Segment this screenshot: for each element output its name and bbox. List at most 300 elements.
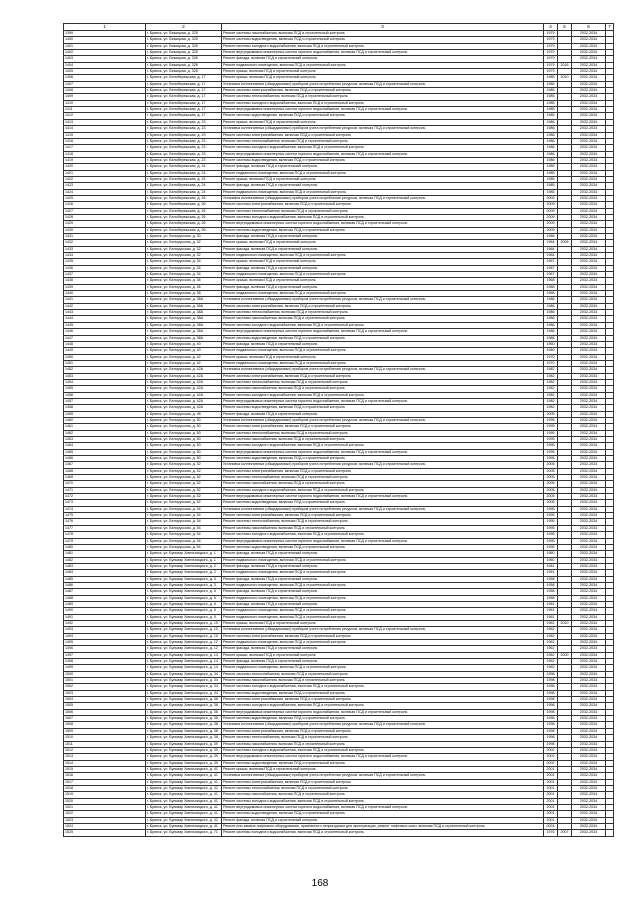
table-cell: г. Брянск, ул. Бульвар Хмельницкого, д. 14	[146, 665, 222, 671]
table-cell: Ремонт внутридомовых инженерных систем горячего водоснабжения, включая ПСД и строительный контроль	[222, 50, 544, 56]
table-cell: г. Брянск, ул. Белобережская, д. 17	[146, 107, 222, 113]
table-cell: 1480	[64, 544, 146, 550]
table-cell: г. Брянск, ул. Бульвар Хмельницкого, д. 10	[146, 620, 222, 626]
table-cell: 2009	[544, 195, 558, 201]
table-cell: г. Брянск, ул. Бульвар Хмельницкого, д. 41	[146, 766, 222, 772]
table-cell: Ремонт системы газоснабжения, включая ПСД и строительный контроль	[222, 481, 544, 487]
table-cell: Ремонт системы холодного водоснабжения, включая ПСД и строительный контроль	[222, 443, 544, 449]
table-cell: Ремонт внутридомовых инженерных систем горячего водоснабжения, включая ПСД и строительный контроль	[222, 754, 544, 760]
table-cell: 2032-2034	[572, 69, 606, 75]
table-cell: 1961	[544, 614, 558, 620]
table-cell: 1485	[64, 576, 146, 582]
table-cell: г. Брянск, ул. Белорусская, д. 54	[146, 532, 222, 538]
table-cell: 2009	[544, 221, 558, 227]
table-cell: 2032-2034	[572, 348, 606, 354]
table-cell: 1515	[64, 766, 146, 772]
table-cell: г. Брянск, ул. Белорусская, д. 38А	[146, 310, 222, 316]
table-cell: г. Брянск, ул. Бульвар Хмельницкого, д. 1	[146, 551, 222, 557]
table-cell: 1454	[64, 379, 146, 385]
table-cell: 1979	[544, 62, 558, 68]
table-cell: Ремонт крыши, включая ПСД и строительный контроль	[222, 278, 544, 284]
table-cell: 1442	[64, 303, 146, 309]
table-cell: 1475	[64, 513, 146, 519]
table-cell: 1998	[544, 735, 558, 741]
table-cell: Ремонт внутридомовых инженерных систем горячего водоснабжения, включая ПСД и строительный контроль	[222, 151, 544, 157]
table-cell: г. Брянск, ул. Бульвар Хмельницкого, д. 41	[146, 798, 222, 804]
table-cell: 1414	[64, 126, 146, 132]
table-cell: Ремонт подвального помещения, включая ПСД и строительный контроль	[222, 62, 544, 68]
table-cell: Ремонт системы газоснабжения, включая ПСД и строительный контроль	[222, 525, 544, 531]
table-cell: Ремонт системы теплоснабжения, включая ПСД и строительный контроль	[222, 671, 544, 677]
table-cell: 1960	[544, 341, 558, 347]
table-cell: 1468	[64, 468, 146, 474]
table-cell: 1960	[544, 551, 558, 557]
table-cell: г. Брянск, ул. Бульвар Хмельницкого, д. 38	[146, 735, 222, 741]
table-cell: Ремонт системы теплоснабжения, включая ПСД и строительный контроль	[222, 208, 544, 214]
table-cell: 1492	[64, 620, 146, 626]
table-cell: 1524	[64, 823, 146, 829]
table-cell: 1962	[544, 646, 558, 652]
table-cell: г. Брянск, ул. Белорусская, д. 48	[146, 411, 222, 417]
table-cell: Ремонт системы газоснабжения, включая ПСД и строительный контроль	[222, 792, 544, 798]
table-cell: г. Брянск, ул. Бульвар Хмельницкого, д. 14	[146, 659, 222, 665]
table-cell: г. Брянск, ул. Белобережская, д. 23	[146, 151, 222, 157]
table-cell: г. Брянск, ул. Бульвар Хмельницкого, д. 41	[146, 823, 222, 829]
table-cell: Ремонт фасада, включая ПСД и строительный контроль	[222, 56, 544, 62]
table-cell: 2032-2034	[572, 354, 606, 360]
table-cell: г. Брянск, ул. Бульвар Хмельницкого, д. 6	[146, 601, 222, 607]
table-cell: Ремонт системы холодного водоснабжения, включая ПСД и строительный контроль	[222, 798, 544, 804]
table-cell: 2002	[544, 747, 558, 753]
table-cell: 1982	[544, 405, 558, 411]
table-cell: 2032-2034	[572, 81, 606, 87]
table-cell: 2032-2034	[572, 379, 606, 385]
table-cell: 1427	[64, 208, 146, 214]
table-cell: 1401	[64, 43, 146, 49]
table-cell: Ремонт системы теплоснабжения, включая ПСД и строительный контроль	[222, 310, 544, 316]
table-cell: 1472	[64, 494, 146, 500]
table-cell: г. Брянск, ул. Белорусская, д. 38А	[146, 316, 222, 322]
table-cell: 1504	[64, 697, 146, 703]
table-cell: г. Брянск, ул. Бульвар Хмельницкого, д. 5	[146, 595, 222, 601]
table-cell: г. Брянск, ул. Бульвар Хмельницкого, д. 41	[146, 817, 222, 823]
table-cell: 2032-2034	[572, 513, 606, 519]
table-cell: 1986	[544, 157, 558, 163]
table-cell: 2032-2034	[572, 208, 606, 214]
table-cell: 2032-2034	[572, 817, 606, 823]
table-cell: Ремонт фасада, включая ПСД и строительный контроль	[222, 646, 544, 652]
table-cell: г. Брянск, ул. Белорусская, д. 40	[146, 348, 222, 354]
table-cell: Установка коллективных (общедомовых) приборов учета потребления ресурсов, включая ПСД и строительный контроль	[222, 126, 544, 132]
table-cell: Ремонт внутридомовых инженерных систем горячего водоснабжения, включая ПСД и строительный контроль	[222, 329, 544, 335]
table-cell: 2032-2034	[572, 132, 606, 138]
table-cell: 2032-2034	[572, 646, 606, 652]
table-cell: г. Брянск, ул. Бульвар Хмельницкого, д. 3	[146, 582, 222, 588]
table-cell: Ремонт фасада, включая ПСД и строительный контроль	[222, 817, 544, 823]
table-cell: 1967	[544, 272, 558, 278]
table-cell: Ремонт фасада, включая ПСД и строительный контроль	[222, 601, 544, 607]
table-cell: 1995	[544, 417, 558, 423]
table-cell: г. Брянск, ул. Белорусская, д. 54	[146, 538, 222, 544]
table-cell: 1961	[544, 570, 558, 576]
table-cell: Ремонт системы водоотведения, включая ПСД и строительный контроль	[222, 227, 544, 233]
table-cell: г. Брянск, ул. Белобережская, д. 17	[146, 88, 222, 94]
table-cell: 2032-2034	[572, 94, 606, 100]
table-cell: г. Брянск, ул. Бульвар Хмельницкого, д. 34	[146, 684, 222, 690]
table-cell: 1499	[64, 665, 146, 671]
table-cell: 1995	[544, 456, 558, 462]
table-cell: 1995	[544, 437, 558, 443]
table-cell: 1985	[544, 81, 558, 87]
table-cell: 1967	[544, 259, 558, 265]
table-cell: 1438	[64, 278, 146, 284]
table-cell: 2005	[544, 468, 558, 474]
table-cell: г. Брянск, ул. Бульвар Хмельницкого, д. 36	[146, 697, 222, 703]
table-cell: 1440	[64, 291, 146, 297]
table-cell: 2032-2034	[572, 297, 606, 303]
table-cell: Ремонт фасада, включая ПСД и строительный контроль	[222, 589, 544, 595]
table-cell: 1986	[544, 310, 558, 316]
table-cell: 2010	[558, 620, 572, 626]
table-cell: 2032-2034	[572, 329, 606, 335]
table-cell: 1461	[64, 424, 146, 430]
table-cell: г. Брянск, ул. Белобережская, д. 17	[146, 75, 222, 81]
table-cell: 1465	[64, 449, 146, 455]
table-cell: г. Брянск, ул. Белорусская, д. 32	[146, 253, 222, 259]
table-cell: 2032-2034	[572, 405, 606, 411]
table-cell: 1466	[64, 456, 146, 462]
table-cell: Установка коллективных (общедомовых) приборов учета потребления ресурсов, включая ПСД и строительный контроль	[222, 506, 544, 512]
table-cell: 1982	[544, 379, 558, 385]
table-cell: 2005	[544, 481, 558, 487]
table-cell: Ремонт фасада, включая ПСД и строительный контроль	[222, 265, 544, 271]
table-cell: 2032-2034	[572, 671, 606, 677]
table-cell: г. Брянск, ул. Белорусская, д. 38А	[146, 297, 222, 303]
table-cell: Ремонт системы холодного водоснабжения, включая ПСД и строительный контроль	[222, 392, 544, 398]
table-cell: 1412	[64, 113, 146, 119]
table-cell: Ремонт системы водоотведения, включая ПСД и строительный контроль	[222, 760, 544, 766]
table-cell: 2005	[544, 411, 558, 417]
table-cell: 2032-2034	[572, 234, 606, 240]
table-cell: г. Брянск, ул. Белорусская, д. 36	[146, 278, 222, 284]
table-cell: г. Брянск, ул. Бежицкая, д. 325	[146, 50, 222, 56]
table-cell: г. Брянск, ул. Бежицкая, д. 325	[146, 37, 222, 43]
table-cell: 1970	[544, 360, 558, 366]
table-cell: 1477	[64, 525, 146, 531]
table-cell: 1462	[64, 430, 146, 436]
table-cell: 1512	[64, 747, 146, 753]
table-cell: г. Брянск, ул. Белорусская, д. 42	[146, 354, 222, 360]
table-cell: 1995	[544, 544, 558, 550]
table-cell: 1986	[544, 322, 558, 328]
table-cell: г. Брянск, ул. Белорусская, д. 34	[146, 265, 222, 271]
table-cell: 1459	[64, 411, 146, 417]
table-cell: 1979	[544, 43, 558, 49]
table-cell: 2032-2034	[572, 456, 606, 462]
table-cell: Ремонт системы газоснабжения, включая ПСД и строительный контроль	[222, 437, 544, 443]
table-cell: 1458	[64, 405, 146, 411]
table-cell: г. Брянск, ул. Белорусская, д. 34	[146, 259, 222, 265]
table-cell: 2001	[544, 823, 558, 829]
table-cell: г. Брянск, ул. Белорусская, д. 32	[146, 246, 222, 252]
table-cell: г. Брянск, ул. Белобережская, д. 26	[146, 221, 222, 227]
table-cell: 1960	[544, 557, 558, 563]
table-cell: 1962	[544, 640, 558, 646]
table-cell: Ремонт фасада, включая ПСД и строительный контроль	[222, 411, 544, 417]
table-cell: 2032-2034	[572, 373, 606, 379]
table-cell: Ремонт подвального помещения, включая ПСД и строительный контроль	[222, 291, 544, 297]
table-cell: 2001	[544, 811, 558, 817]
table-cell: 2032-2034	[572, 417, 606, 423]
table-cell: Ремонт подвального помещения, включая ПСД и строительный контроль	[222, 253, 544, 259]
table-cell: Ремонт системы электроснабжения, включая ПСД и строительный контроль	[222, 424, 544, 430]
table-cell: 2009	[544, 202, 558, 208]
table-cell: 1451	[64, 360, 146, 366]
table-cell: 2032-2034	[572, 157, 606, 163]
table-cell: Ремонт системы холодного водоснабжения, включая ПСД и строительный контроль	[222, 703, 544, 709]
table-cell: 1482	[64, 557, 146, 563]
table-cell: 1445	[64, 322, 146, 328]
table-cell: г. Брянск, ул. Белобережская, д. 23	[146, 138, 222, 144]
table-cell: 2007	[558, 830, 572, 836]
table-cell: 2032-2034	[572, 62, 606, 68]
table-cell: 1502	[64, 684, 146, 690]
table-cell: 1403	[64, 56, 146, 62]
table-cell: 1405	[64, 69, 146, 75]
table-cell: 2032-2034	[572, 398, 606, 404]
table-cell: 1995	[544, 513, 558, 519]
table-cell: Ремонт системы холодного водоснабжения, включая ПСД и строительный контроль	[222, 145, 544, 151]
table-cell: 1447	[64, 335, 146, 341]
table-cell: 1986	[544, 138, 558, 144]
table-cell: Ремонт системы газоснабжения, включая ПСД и строительный контроль	[222, 31, 544, 37]
table-cell: г. Брянск, ул. Белобережская, д. 26	[146, 214, 222, 220]
table-cell: 1409	[64, 94, 146, 100]
table-cell: Ремонт фасада, включая ПСД и строительный контроль	[222, 551, 544, 557]
table-cell: 1406	[64, 75, 146, 81]
table-cell: Ремонт фасада, включая ПСД и строительный контроль	[222, 234, 544, 240]
table-cell: 2032-2034	[572, 246, 606, 252]
table-cell: 1518	[64, 785, 146, 791]
table-cell: 1979	[544, 50, 558, 56]
table-cell: г. Брянск, ул. Белорусская, д. 40	[146, 341, 222, 347]
table-cell: 1479	[64, 538, 146, 544]
table-cell: 2032-2034	[572, 741, 606, 747]
table-cell: 2005	[544, 494, 558, 500]
table-cell: Установка коллективных (общедомовых) приборов учета потребления ресурсов, включая ПСД и строительный контроль	[222, 462, 544, 468]
table-cell: 2016	[558, 62, 572, 68]
table-cell: 2032-2034	[572, 760, 606, 766]
table-cell: 2002	[544, 760, 558, 766]
table-cell: 1995	[544, 538, 558, 544]
table-cell: г. Брянск, ул. Белобережская, д. 24	[146, 164, 222, 170]
table-cell: 1418	[64, 151, 146, 157]
table-cell: г. Брянск, ул. Бульвар Хмельницкого, д. 3	[146, 576, 222, 582]
table-cell: 2032-2034	[572, 766, 606, 772]
table-cell: Ремонт системы водоотведения, включая ПСД и строительный контроль	[222, 690, 544, 696]
page-number: 168	[311, 878, 329, 889]
table-cell: 1964	[544, 246, 558, 252]
table-cell: Ремонт системы холодного водоснабжения, включая ПСД и строительный контроль	[222, 684, 544, 690]
table-cell: 1962	[544, 620, 558, 626]
table-cell: Ремонт системы холодного водоснабжения, включая ПСД и строительный контроль	[222, 322, 544, 328]
table-cell: Ремонт системы водоотведения, включая ПСД и строительный контроль	[222, 544, 544, 550]
document-sheet	[63, 23, 613, 837]
table-cell: 1507	[64, 716, 146, 722]
table-cell: 1410	[64, 100, 146, 106]
table-cell: 1995	[544, 506, 558, 512]
table-cell: 2032-2034	[572, 595, 606, 601]
table-cell: 1484	[64, 570, 146, 576]
table-cell: 1982	[544, 373, 558, 379]
table-cell: Ремонт системы теплоснабжения, включая ПСД и строительный контроль	[222, 138, 544, 144]
table-cell: Ремонт фасада, включая ПСД и строительный контроль	[222, 341, 544, 347]
table-cell: 2032-2034	[572, 75, 606, 81]
table-cell: 1968	[544, 234, 558, 240]
table-cell: 2032-2034	[572, 773, 606, 779]
table-cell: 2001	[544, 817, 558, 823]
header-cell: 1	[64, 24, 146, 31]
table-cell: г. Брянск, ул. Белорусская, д. 36	[146, 284, 222, 290]
table-cell: Ремонт системы водоотведения, включая ПСД и строительный контроль	[222, 157, 544, 163]
table-cell: 1958	[544, 595, 558, 601]
table-cell: 1411	[64, 107, 146, 113]
table-cell: 1979	[544, 31, 558, 37]
table-cell: 1449	[64, 348, 146, 354]
table-cell: 2032-2034	[572, 468, 606, 474]
table-cell: г. Брянск, ул. Белорусская, д. 52	[146, 500, 222, 506]
table-cell: 2032-2034	[572, 804, 606, 810]
table-cell: 1998	[544, 697, 558, 703]
table-cell: 2032-2034	[572, 430, 606, 436]
table-cell: 2001	[544, 773, 558, 779]
table-cell: Ремонт системы теплоснабжения, включая ПСД и строительный контроль	[222, 379, 544, 385]
table-cell: Ремонт фасада, включая ПСД и строительный контроль	[222, 183, 544, 189]
table-cell: г. Брянск, ул. Бульвар Хмельницкого, д. 39	[146, 754, 222, 760]
table-cell: 1982	[544, 367, 558, 373]
table-cell: Ремонт крыши, включая ПСД и строительный контроль	[222, 354, 544, 360]
table-cell: 1456	[64, 392, 146, 398]
table-cell: 2000	[558, 652, 572, 658]
table-cell: 2032-2034	[572, 563, 606, 569]
table-cell: 2032-2034	[572, 145, 606, 151]
table-cell: Ремонт крыши, включая ПСД и строительный контроль	[222, 75, 544, 81]
table-cell: г. Брянск, ул. Белорусская, д. 42А	[146, 398, 222, 404]
table-cell: г. Брянск, ул. Бульвар Хмельницкого, д. 2	[146, 563, 222, 569]
table-cell: 2032-2034	[572, 272, 606, 278]
table-cell: Ремонт системы электроснабжения, включая ПСД и строительный контроль	[222, 697, 544, 703]
table-cell: 1998	[544, 741, 558, 747]
table-body	[64, 31, 614, 837]
table-cell: Ремонт системы электроснабжения, включая ПСД и строительный контроль	[222, 728, 544, 734]
table-cell: 2032-2034	[572, 538, 606, 544]
table-cell: 2032-2034	[572, 811, 606, 817]
table-cell: 2032-2034	[572, 475, 606, 481]
table-cell: 1961	[544, 608, 558, 614]
table-cell: 1452	[64, 367, 146, 373]
table-cell: 2032-2034	[572, 31, 606, 37]
table-cell: г. Брянск, ул. Бежицкая, д. 325	[146, 43, 222, 49]
table-cell: 1986	[544, 119, 558, 125]
table-cell: г. Брянск, ул. Белобережская, д. 26	[146, 195, 222, 201]
table-cell: Ремонт системы теплоснабжения, включая ПСД и строительный контроль	[222, 519, 544, 525]
table-cell: 2032-2034	[572, 195, 606, 201]
table-cell: 1417	[64, 145, 146, 151]
table-cell: 1995	[544, 424, 558, 430]
table-cell: 2002	[544, 754, 558, 760]
table-cell: Ремонт внутридомовых инженерных систем горячего водоснабжения, включая ПСД и строительный контроль	[222, 494, 544, 500]
table-cell: Ремонт фасада, включая ПСД и строительный контроль	[222, 246, 544, 252]
table-cell: 2032-2034	[572, 830, 606, 836]
table-cell: 2032-2034	[572, 716, 606, 722]
table-cell: 2032-2034	[572, 56, 606, 62]
table-cell: г. Брянск, ул. Бульвар Хмельницкого, д. 41	[146, 811, 222, 817]
table-cell: 1998	[544, 703, 558, 709]
table-cell: 2032-2034	[572, 310, 606, 316]
table-cell: Ремонт системы теплоснабжения, включая ПСД и строительный контроль	[222, 94, 544, 100]
table-cell: 2032-2034	[572, 126, 606, 132]
table-cell: 1488	[64, 595, 146, 601]
table-cell: г. Брянск, ул. Бульвар Хмельницкого, д. 41	[146, 779, 222, 785]
table-cell: 1998	[544, 722, 558, 728]
table-cell: 2009	[544, 208, 558, 214]
table-cell: 1514	[64, 760, 146, 766]
table-cell: 2001	[544, 792, 558, 798]
table-cell: Ремонт внутридомовых инженерных систем горячего водоснабжения, включая ПСД и строительный контроль	[222, 804, 544, 810]
table-cell: 1985	[544, 88, 558, 94]
table-cell: г. Брянск, ул. Бежицкая, д. 326	[146, 69, 222, 75]
table-cell: г. Брянск, ул. Белорусская, д. 54	[146, 506, 222, 512]
table-cell: 2032-2034	[572, 576, 606, 582]
table-cell: 1960	[544, 348, 558, 354]
table-cell: г. Брянск, ул. Бежицкая, д. 326	[146, 56, 222, 62]
table-cell: Установка коллективных (общедомовых) приборов учета потребления ресурсов, включая ПСД и строительный контроль	[222, 297, 544, 303]
table-cell: Ремонт или замена лифтового оборудования, признанного непригодным для эксплуатации, ремонт лифтовых шахт, включая ПСД и строительный контроль	[222, 823, 544, 829]
table-cell: г. Брянск, ул. Белорусская, д. 52	[146, 494, 222, 500]
table-cell: Ремонт системы холодного водоснабжения, включая ПСД и строительный контроль	[222, 43, 544, 49]
table-cell: 2032-2034	[572, 747, 606, 753]
table-cell: г. Брянск, ул. Белорусская, д. 38А	[146, 322, 222, 328]
table-cell: 1962	[544, 633, 558, 639]
table-cell: 2032-2034	[572, 183, 606, 189]
table-cell: 1474	[64, 506, 146, 512]
table-cell: 2032-2034	[572, 544, 606, 550]
table-cell: 1968	[544, 278, 558, 284]
table-cell: Ремонт подвального помещения, включая ПСД и строительный контроль	[222, 665, 544, 671]
table-cell: г. Брянск, ул. Бульвар Хмельницкого, д. 5	[146, 589, 222, 595]
table-cell: г. Брянск, ул. Бульвар Хмельницкого, д. 12	[146, 646, 222, 652]
table-cell: Ремонт крыши, включая ПСД и строительный контроль	[222, 240, 544, 246]
table-cell: г. Брянск, ул. Белорусская, д. 30	[146, 234, 222, 240]
table-cell: Ремонт подвального помещения, включая ПСД и строительный контроль	[222, 595, 544, 601]
table-cell: 2010	[558, 75, 572, 81]
table-cell: Ремонт системы холодного водоснабжения, включая ПСД и строительный контроль	[222, 532, 544, 538]
table-cell: 1985	[544, 189, 558, 195]
repair-schedule-table	[63, 23, 614, 837]
table-cell: 2032-2034	[572, 88, 606, 94]
table-cell: Ремонт подвального помещения, включая ПСД и строительный контроль	[222, 272, 544, 278]
table-cell: г. Брянск, ул. Белорусская, д. 42А	[146, 379, 222, 385]
table-cell: г. Брянск, ул. Бульвар Хмельницкого, д. 41	[146, 773, 222, 779]
table-cell: Ремонт крыши, включая ПСД и строительный контроль	[222, 620, 544, 626]
table-cell: г. Брянск, ул. Белорусская, д. 54	[146, 519, 222, 525]
table-cell: г. Брянск, ул. Белорусская, д. 52	[146, 487, 222, 493]
table-cell: 1998	[544, 671, 558, 677]
table-cell: 2032-2034	[572, 284, 606, 290]
header-cell: 6	[572, 24, 606, 31]
table-cell: 2032-2034	[572, 589, 606, 595]
header-cell: 7	[606, 24, 614, 31]
